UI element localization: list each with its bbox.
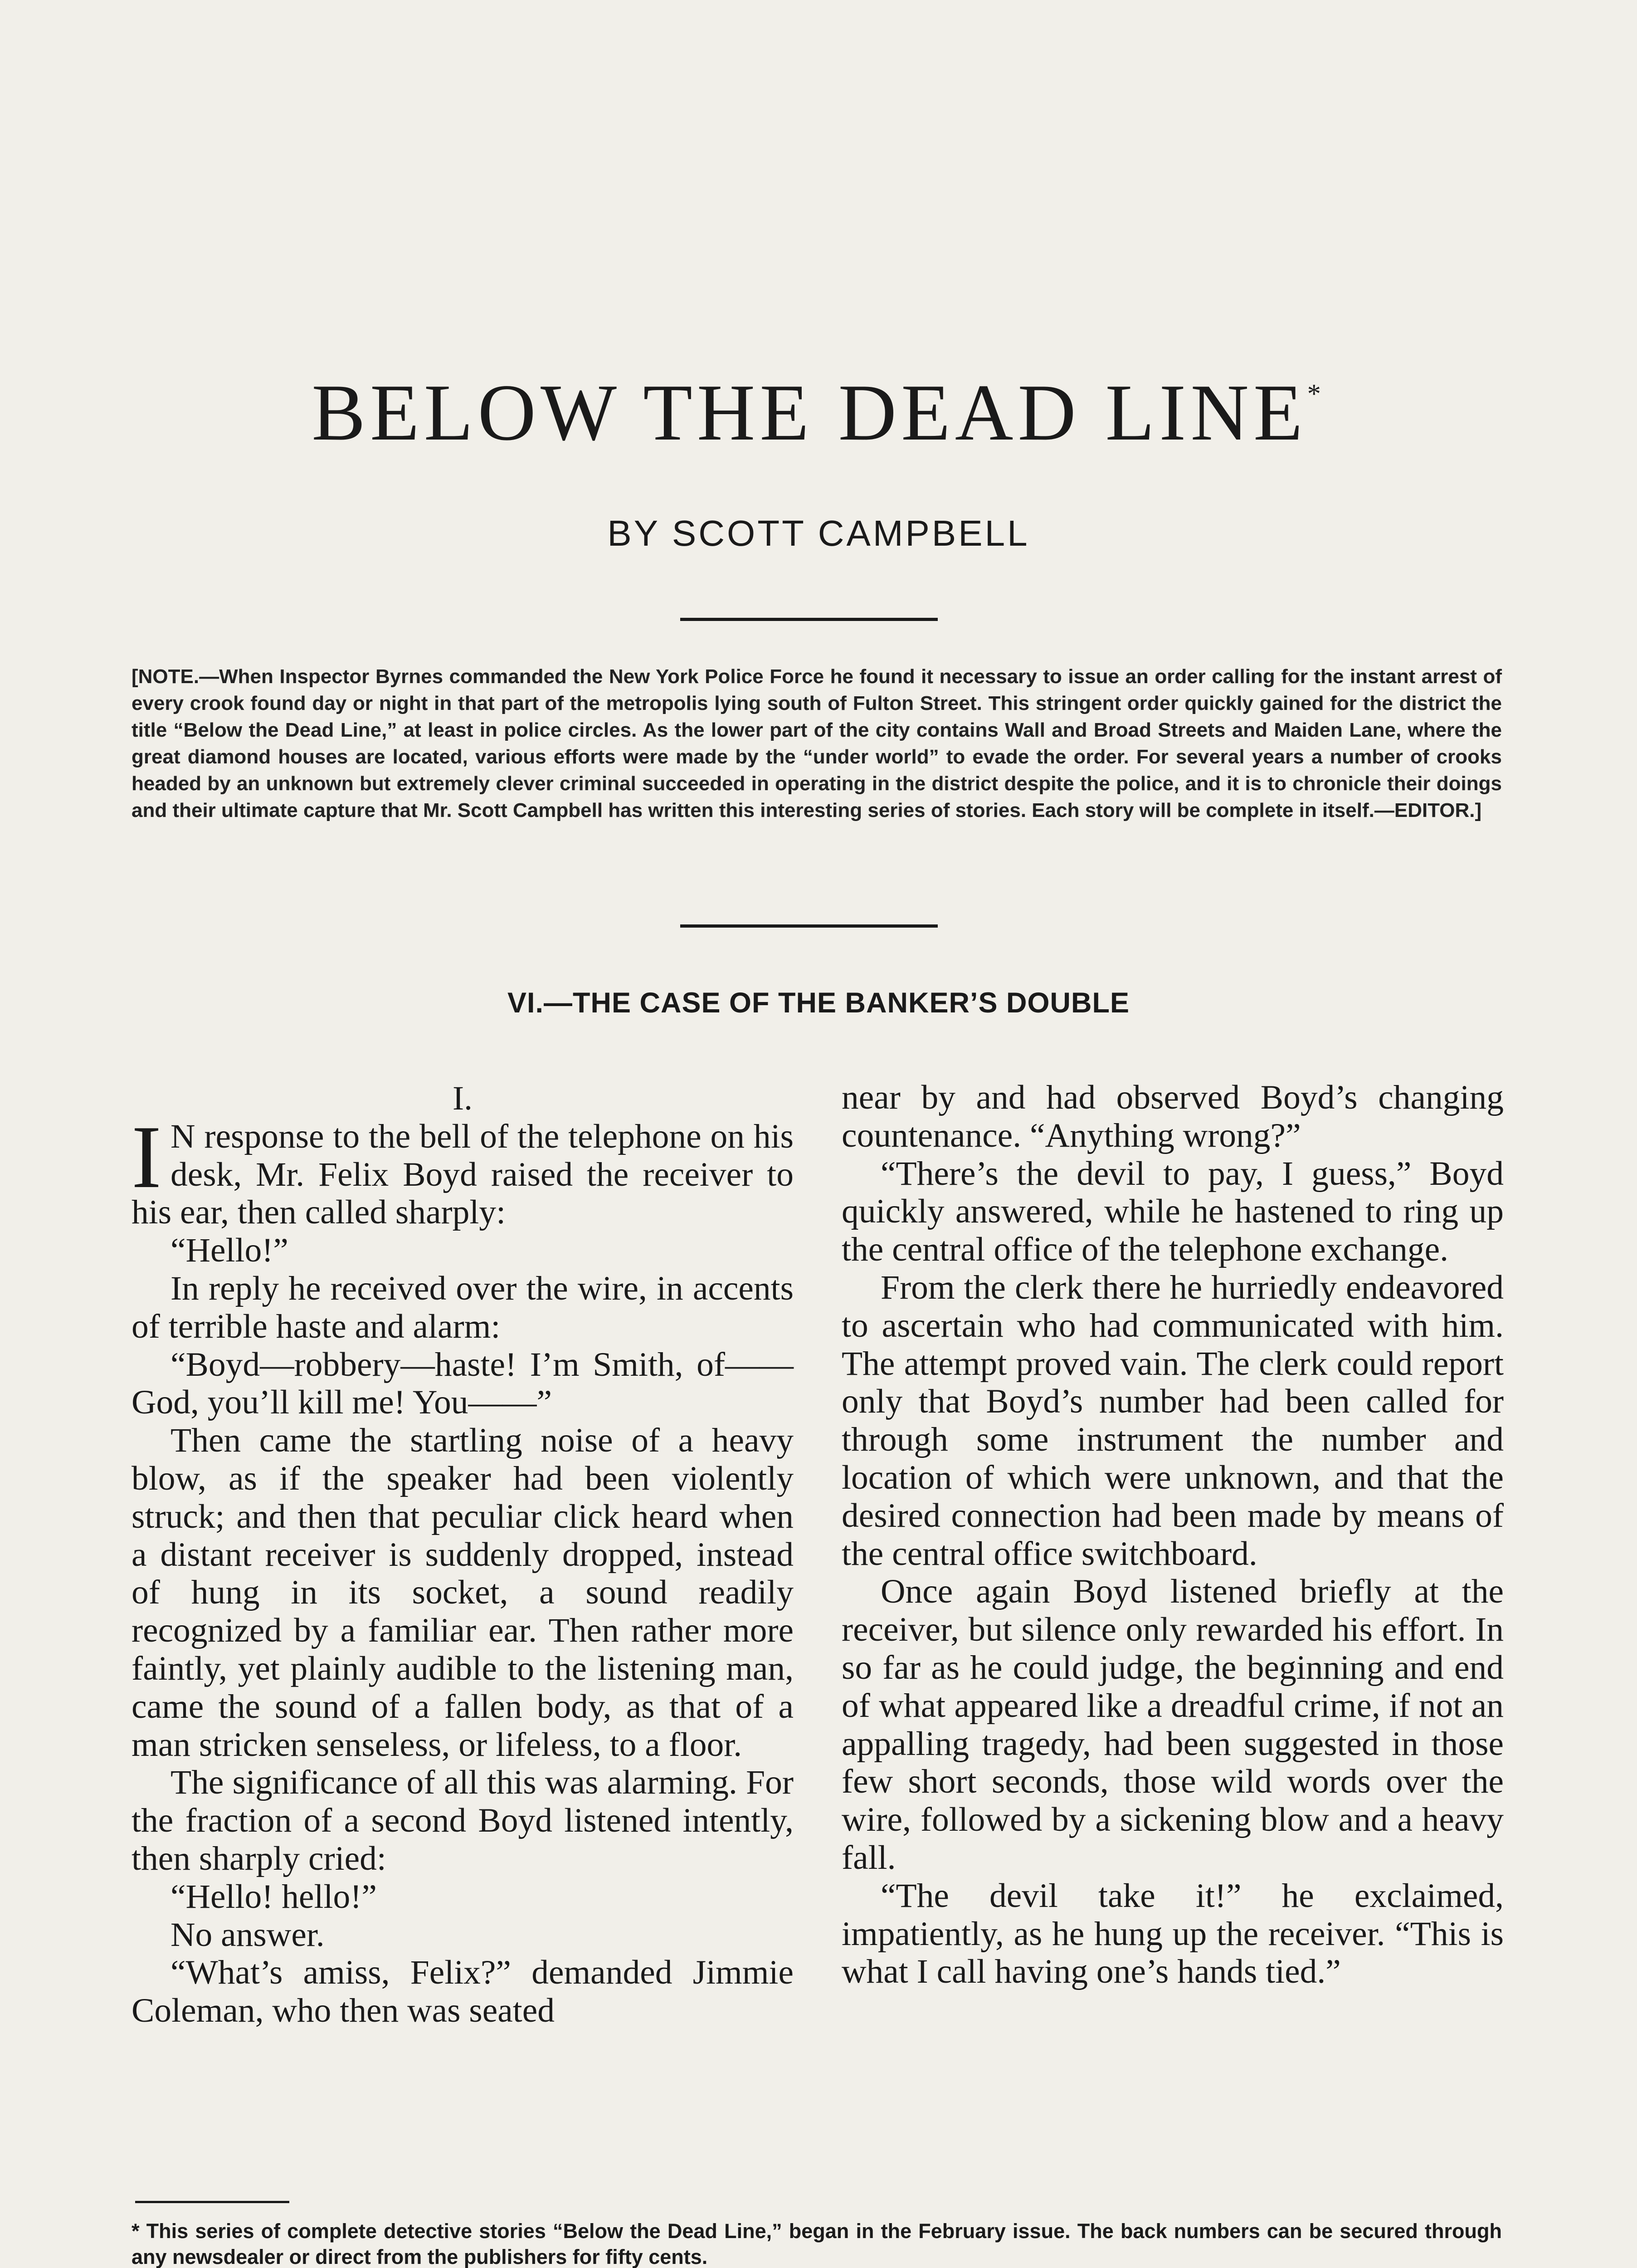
paragraph: “Hello! hello!” <box>171 1877 377 1916</box>
text-column-left <box>132 1080 794 2030</box>
chapter-heading: VI.—THE CASE OF THE BANKER’S DOUBLE <box>507 987 1130 1019</box>
text-column-right <box>842 1079 1504 1991</box>
paragraph: No answer. <box>171 1916 325 1954</box>
title-footnote-mark: * <box>1307 379 1325 409</box>
divider-rule-bottom <box>680 924 938 928</box>
paragraph: “Hello!” <box>171 1232 288 1270</box>
paragraph: “Boyd—robbery—haste! I’m Smith, of—— God, you’ll kill me! You——” <box>132 1345 794 1422</box>
paragraph: The significance of all this was alarming. For the fraction of a second Boyd listened intently, then sharply cried: <box>132 1764 794 1877</box>
footnote-rule <box>135 2201 289 2203</box>
author-byline: BY SCOTT CAMPBELL <box>607 513 1030 553</box>
paragraph: In reply he received over the wire, in accents of terrible haste and alarm: <box>132 1269 794 1345</box>
paragraph: “The devil take it!” he exclaimed, impatiently, as he hung up the receiver. “This is what I call having one’s hands tied.” <box>842 1877 1504 1991</box>
paragraph: Then came the startling noise of a heavy blow, as if the speaker had been violently struck; and then that peculiar click heard when a distant receiver is suddenly dropped, instead of hung in its socket, a sound readily recognized by a familiar ear. Then rather more faintly, yet plainly audible to the listening man, came the sound of a fallen body, as that of a man stricken senseless, or lifeless, to a floor. <box>132 1422 794 1764</box>
divider-rule-top <box>680 618 938 621</box>
paragraph-text: N response to the bell of the telephone on his desk, Mr. Felix Boyd raised the receiver to his ear, then called sharply: <box>132 1117 794 1232</box>
paragraph: “What’s amiss, Felix?” demanded Jimmie Coleman, who then was seated <box>132 1954 794 2030</box>
section-number: I. <box>452 1080 473 1117</box>
story-title-text: BELOW THE DEAD LINE <box>312 367 1307 457</box>
paragraph: “There’s the devil to pay, I guess,” Boyd quickly answered, while he hastened to ring up the central office of the telephone exchange. <box>842 1154 1504 1269</box>
drop-cap: I <box>132 1107 161 1207</box>
editor-note: [NOTE.—When Inspector Byrnes commanded the New York Police Force he found it necessary to issue an order calling for the instant arrest of every crook found day or night in that part of the metropolis lying south of Fulton Street. This stringent order quickly gained for the district the title “Below the Dead Line,” at least in police circles. As the lower part of the city contains Wall and Broad Streets and Maiden Lane, where the great diamond houses are located, various efforts were made by the “under world” to evade the order. For several years a number of crooks headed by an unknown but extremely clever criminal succeeded in operating in the district despite the police, and it is to chronicle their doings and their ultimate capture that Mr. Scott Campbell has written this interesting series of stories. Each story will be complete in itself.—EDITOR.] <box>132 665 1502 821</box>
paragraph <box>132 1107 794 1232</box>
paragraph: From the clerk there he hurriedly endeavored to ascertain who had communicated with him. The attempt proved vain. The clerk could report only that Boyd’s number had been called for through some instrument the number and location of which were unknown, and that the desired connection had been made by means of the central office switchboard. <box>842 1268 1504 1573</box>
story-title <box>0 367 1637 457</box>
paragraph: Once again Boyd listened briefly at the receiver, but silence only rewarded his effort. In so far as he could judge, the beginning and end of what appeared like a dreadful crime, if not an appalling tragedy, had been suggested in those few short seconds, those wild words over the wire, followed by a sickening blow and a heavy fall. <box>842 1573 1504 1877</box>
footnote: * This series of complete detective stories “Below the Dead Line,” began in the February issue. The back numbers can be secured through any newsdealer or direct from the publishers for fifty cents. <box>132 2219 1502 2268</box>
paragraph: near by and had observed Boyd’s changing countenance. “Anything wrong?” <box>842 1079 1504 1154</box>
